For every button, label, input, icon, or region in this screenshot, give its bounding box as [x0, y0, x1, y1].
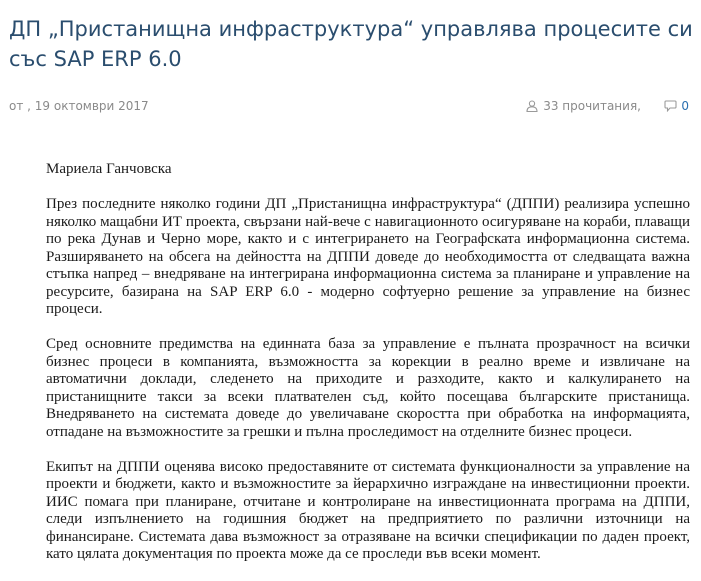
article-body	[46, 161, 690, 581]
article-meta	[9, 97, 689, 115]
article-paragraph: Екипът на ДППИ оценява високо предоставяните от системата функционалности за управление на проекти и бюджети, както и възможностите за йерархично изграждане на инвестиционни проекти. ИИС помага при планиране, отчитане и контролиране на инвестиционната програма на ДППИ, следи изпълнението на годишния бюджет на предприятието по различни източници на финансиране. Системата дава възможност за отразяване на всички спецификации по даден проект, като цялата документация по проекта може да се проследи във всеки момент.	[46, 458, 690, 562]
article-author: Мариела Ганчовска	[46, 161, 172, 177]
speech-bubble-icon	[664, 100, 677, 112]
article-paragraph: През последните няколко години ДП „Пристанищна инфраструктура“ (ДППИ) реализира успешно няколко мащабни ИТ проекта, свързани най-вече с навигационното осигуряване на кораби, плаващи по река Дунав и Черно море, както и с интегрирането на Географската информационна система. Разширяването на обсега на дейността на ДППИ доведе до необходимостта от следващата важна стъпка напред – внедряване на интегрирана информационна система за планиране и управление на ресурсите, базирана на SAP ERP 6.0 - модерно софтуерно решение за управление на бизнес процеси.	[46, 196, 690, 317]
publish-date: от , 19 октомври 2017	[9, 99, 149, 113]
article-paragraph: Сред основните предимства на единната база за управление е пълната прозрачност на всички бизнес процеси в компанията, възможността за корекции в реално време и извличане на автоматични доклади, следенето на приходите и разходите, както и калкулирането на пристанищните такси за всеки платвателен съд, който посещава българските пристанища. Внедряването на системата доведе до увеличаване скоростта при обработка на информацията, отпадане на възможностите за грешки и пълна проследимост на отделните бизнес процеси.	[46, 336, 690, 440]
views-count	[526, 97, 641, 115]
views-label: 33 прочитания,	[543, 99, 641, 113]
comments-count[interactable]: 0	[681, 99, 689, 113]
person-icon	[526, 100, 538, 112]
article-title: ДП „Пристанищна инфраструктура“ управлява процесите си със SAP ERP 6.0	[9, 17, 693, 71]
comments-link[interactable]	[664, 97, 689, 115]
